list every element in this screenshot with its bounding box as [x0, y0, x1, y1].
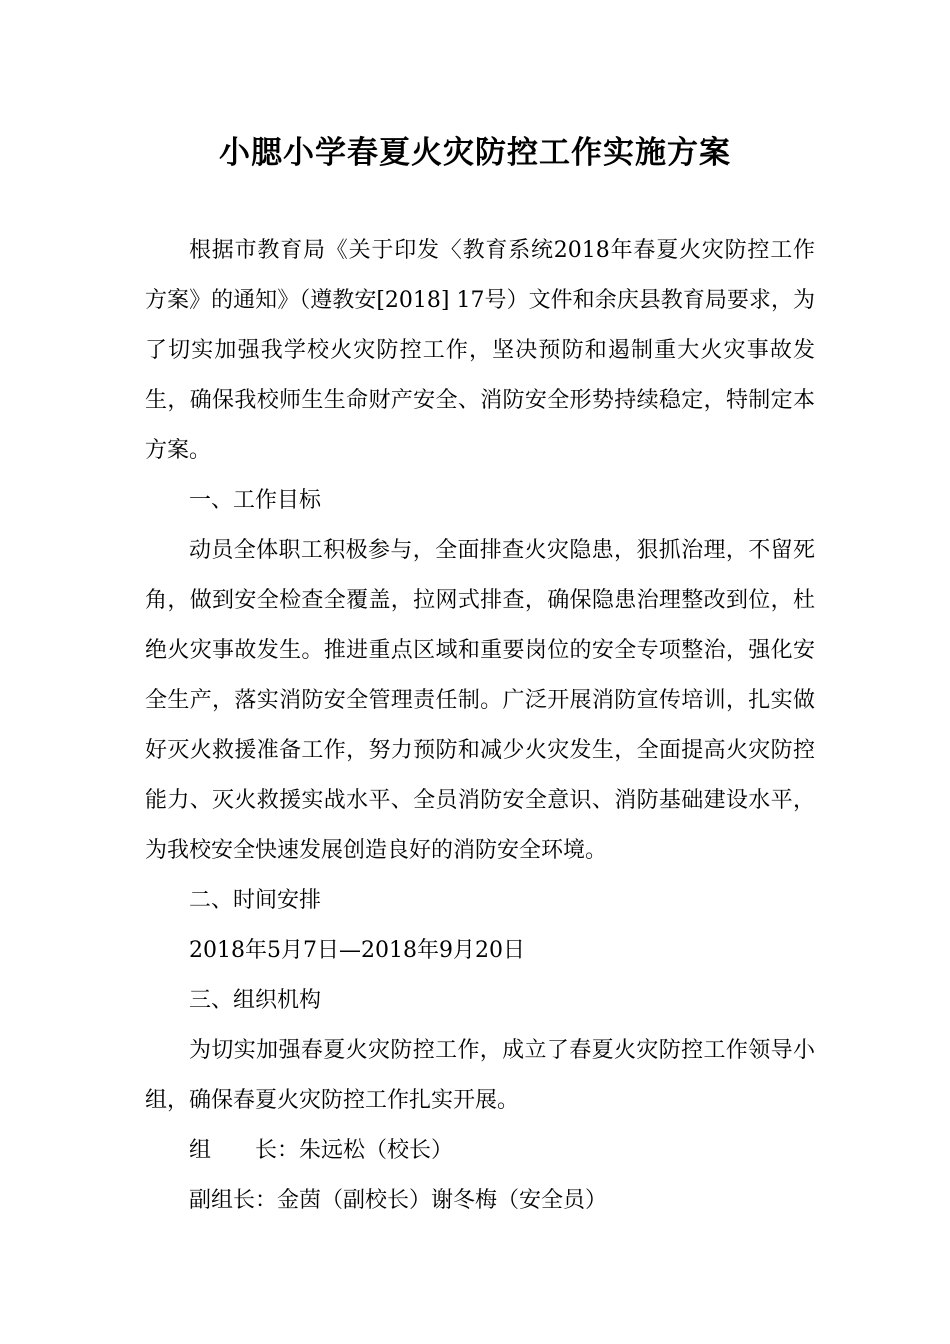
leader-label-first: 组 — [189, 1138, 212, 1163]
section-heading-organization: 三、组织机构 — [189, 988, 322, 1013]
deputy-line: 副组长：金茵（副校长）谢冬梅（安全员） — [189, 1188, 608, 1213]
section-heading-goals: 一、工作目标 — [189, 488, 322, 513]
section-heading-schedule: 二、时间安排 — [189, 888, 322, 913]
intro-paragraph: 根据市教育局《关于印发〈教育系统2018年春夏火灾防控工作方案》的通知》（遵教安[2018] 17号）文件和余庆县教育局要求，为了切实加强我学校火灾防控工作，坚决预防和遏制重大火灾事故发生，确保我校师生生命财产安全、消防安全形势持续稳定，特制定本方案。 — [145, 238, 815, 463]
document-body — [145, 226, 815, 1226]
leader-value: 朱远松（校长） — [299, 1138, 454, 1163]
leader-label-last: 长： — [255, 1138, 300, 1163]
organization-paragraph: 为切实加强春夏火灾防控工作，成立了春夏火灾防控工作领导小组，确保春夏火灾防控工作扎实开展。 — [145, 1038, 815, 1113]
schedule-dates: 2018年5月7日—2018年9月20日 — [189, 938, 525, 963]
page-title: 小腮小学春夏火灾防控工作实施方案 — [219, 135, 731, 171]
goals-paragraph: 动员全体职工积极参与，全面排查火灾隐患，狠抓治理，不留死角，做到安全检查全覆盖，拉网式排查，确保隐患治理整改到位，杜绝火灾事故发生。推进重点区域和重要岗位的安全专项整治，强化安全生产，落实消防安全管理责任制。广泛开展消防宣传培训，扎实做好灭火救援准备工作，努力预防和减少火灾发生，全面提高火灾防控能力、灭火救援实战水平、全员消防安全意识、消防基础建设水平，为我校安全快速发展创造良好的消防安全环境。 — [145, 538, 815, 863]
leader-line — [145, 1126, 815, 1176]
